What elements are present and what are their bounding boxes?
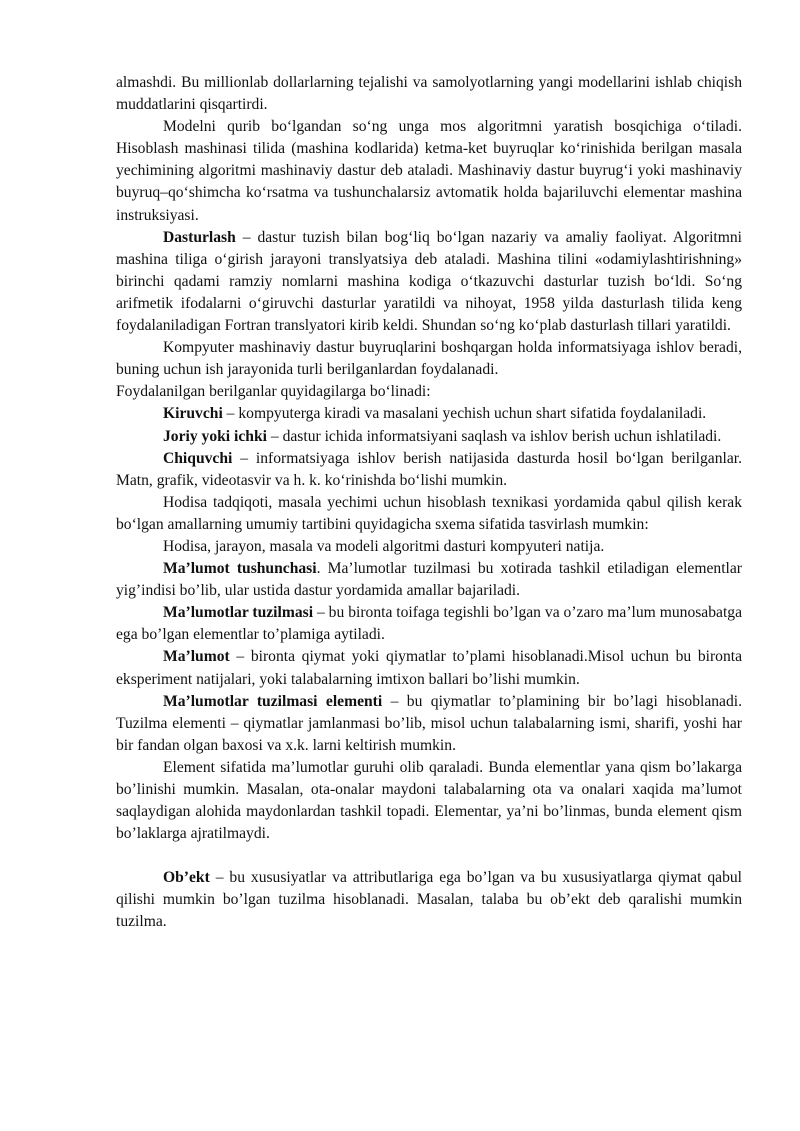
paragraph: [116, 558, 742, 602]
term-bold: Ma’lumotlar tuzilmasi elementi: [163, 692, 383, 710]
paragraph: [116, 337, 742, 381]
document-page: [116, 72, 742, 934]
paragraph-text: – bu xususiyatlar va attributlariga ega bo’lgan va bu xususiyatlarga qiymat qabul qilishi mumkin bo’lgan tuzilma hisoblanadi. Masalan, talaba bu ob’ekt deb qaralishi mumkin tuzilma.: [116, 869, 742, 931]
paragraph: [116, 403, 742, 425]
paragraph-text: – bu bironta toifaga tegishli bo’lgan va o’zaro ma’lum munosabatga ega bo’lgan elementlar to’plamiga aytiladi.: [116, 604, 742, 644]
paragraph-text: . Ma’lumotlar tuzilmasi bu xotirada tashkil etiladigan elementlar yig’indisi bo’lib, ular ustida dastur yordamida amallar bajariladi.: [116, 560, 742, 600]
paragraph: [116, 448, 742, 492]
paragraph: [116, 426, 742, 448]
paragraph: [116, 867, 742, 933]
term-bold: Joriy yoki ichki: [163, 427, 267, 445]
paragraph-text: Modelni qurib bo‘lgandan so‘ng unga mos algoritmni yaratish bosqichiga o‘tiladi. Hisoblash mashinasi tilida (mashina kodlarida) ketma-ket buyruqlar ko‘rinishida berilgan masala yechimining algoritmi mashinaviy dastur deb ataladi. Mashinaviy dastur buyrug‘i yoki mashinaviy buyruq–qo‘shimcha ko‘rsatma va tushunchalarsiz avtomatik holda bajariluvchi elementar mashina instruksiyasi.: [116, 118, 742, 224]
paragraph: [116, 72, 742, 116]
paragraph: [116, 691, 742, 757]
paragraph-text: Hodisa, jarayon, masala va modeli algoritmi dasturi kompyuteri natija.: [163, 537, 605, 555]
paragraph-text: – dastur ichida informatsiyani saqlash va ishlov berish uchun ishlatiladi.: [266, 427, 722, 445]
paragraph: [116, 492, 742, 536]
paragraph-text: – bironta qiymat yoki qiymatlar to’plami hisoblanadi.Misol uchun bu bironta eksperiment natijalari, yoki talabalarning imtixon ballari bo’lishi mumkin.: [116, 648, 742, 688]
term-bold: Kiruvchi: [163, 405, 223, 423]
paragraph: [116, 116, 742, 226]
paragraph: [116, 381, 742, 403]
paragraph-spacer: [116, 845, 742, 867]
paragraph-text: Hodisa tadqiqoti, masala yechimi uchun hisoblash texnikasi yordamida qabul qilish kerak bo‘lgan amallarning umumiy tartibini quyidagicha sxema sifatida tasvirlash mumkin:: [116, 493, 742, 533]
paragraph-text: – informatsiyaga ishlov berish natijasida dasturda hosil bo‘lgan berilganlar. Matn, grafik, videotasvir va h. k. ko‘rinishda bo‘lishi mumkin.: [116, 449, 742, 489]
paragraph: [116, 536, 742, 558]
term-bold: Dasturlash: [163, 228, 236, 246]
term-bold: Ma’lumotlar tuzilmasi: [163, 604, 314, 622]
paragraph-text: – bu qiymatlar to’plamining bir bo’lagi hisoblanadi. Tuzilma elementi – qiymatlar jamlanmasi bo’lib, misol uchun talabalarning ismi, sharifi, yoshi har bir fandan olgan baxosi va x.k. larni keltirish mumkin.: [116, 692, 742, 754]
paragraph-text: Element sifatida ma’lumotlar guruhi olib qaraladi. Bunda elementlar yana qism bo’lakarga bo’linishi mumkin. Masalan, ota-onalar maydoni talabalarning ota va onalari xaqida ma’lumot saqlaydigan alohida maydonlardan tashkil topadi. Elementar, ya’ni bo’linmas, bunda element qism bo’laklarga ajratilmaydi.: [116, 758, 742, 843]
paragraph-text: – dastur tuzish bilan bog‘liq bo‘lgan nazariy va amaliy faoliyat. Algoritmni mashina tiliga o‘girish jarayoni translyatsiya deb ataladi. Mashina tilini «odamiylashtirishning» birinchi qadami ramziy nomlarni mashina kodiga o‘tkazuvchi dasturlar tuzish bo‘ldi. So‘ng arifmetik ifodalarni o‘giruvchi dasturlar yaratildi va nihoyat, 1958 yilda dasturlash tilida keng foydalaniladigan Fortran translyatori kirib keldi. Shundan so‘ng ko‘plab dasturlash tillari yaratildi.: [116, 228, 742, 335]
term-bold: Ob’ekt: [163, 869, 210, 887]
paragraph: [116, 757, 742, 845]
paragraph-text: Foydalanilgan berilganlar quyidagilarga bo‘linadi:: [116, 383, 431, 401]
term-bold: Chiquvchi: [163, 449, 233, 467]
paragraph-text: almashdi. Bu millionlab dollarlarning tejalishi va samolyotlarning yangi modellarini ishlab chiqish muddatlarini qisqartirdi.: [116, 74, 742, 114]
paragraph: [116, 646, 742, 690]
paragraph: [116, 227, 742, 337]
paragraph: [116, 602, 742, 646]
paragraph-text: – kompyuterga kiradi va masalani yechish uchun shart sifatida foydalaniladi.: [222, 405, 707, 423]
term-bold: Ma’lumot tushunchasi: [163, 560, 317, 578]
paragraph-text: Kompyuter mashinaviy dastur buyruqlarini boshqargan holda informatsiyaga ishlov beradi, buning uchun ish jarayonida turli berilganlardan foydalanadi.: [116, 339, 742, 379]
term-bold: Ma’lumot: [163, 648, 230, 666]
